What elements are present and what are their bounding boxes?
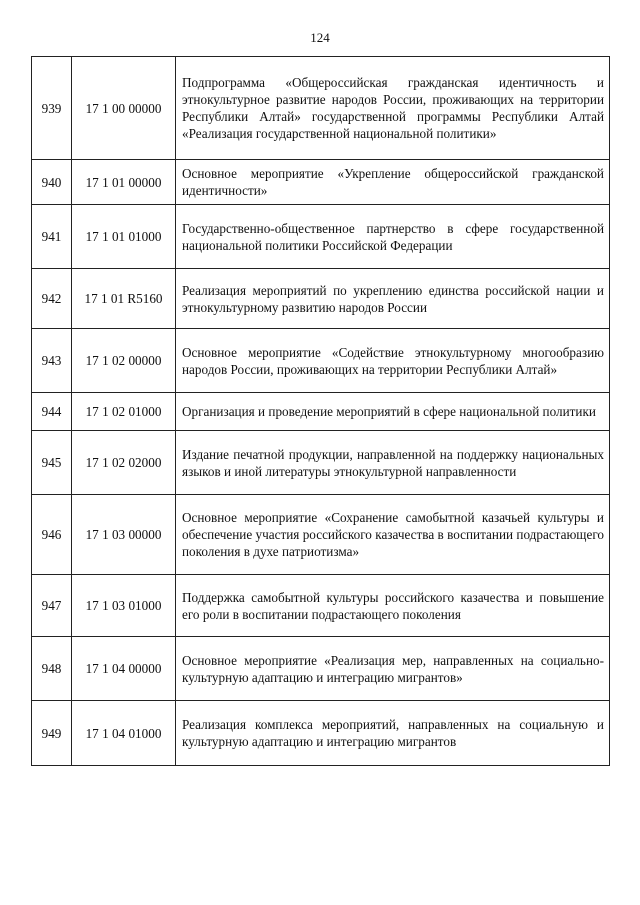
row-description: Основное мероприятие «Реализация мер, направленных на социально-культурную адаптацию и интеграцию мигрантов» <box>176 637 610 701</box>
page-number: 124 <box>310 30 330 45</box>
row-description: Основное мероприятие «Содействие этнокультурному многообразию народов России, проживающих на территории Республики Алтай» <box>176 329 610 393</box>
row-number: 941 <box>32 205 72 269</box>
budget-code: 17 1 04 00000 <box>72 637 176 701</box>
budget-code: 17 1 02 00000 <box>72 329 176 393</box>
row-number: 942 <box>32 269 72 329</box>
budget-code: 17 1 02 02000 <box>72 431 176 495</box>
table-row <box>32 160 610 205</box>
budget-code: 17 1 02 01000 <box>72 393 176 431</box>
row-description: Поддержка самобытной культуры российского казачества и повышение его роли в воспитании подрастающего поколения <box>176 575 610 637</box>
row-number: 948 <box>32 637 72 701</box>
row-number: 949 <box>32 701 72 766</box>
table-row <box>32 431 610 495</box>
table-row <box>32 495 610 575</box>
row-description: Основное мероприятие «Укрепление общероссийской гражданской идентичности» <box>176 160 610 205</box>
table-row <box>32 637 610 701</box>
row-number: 947 <box>32 575 72 637</box>
table-row <box>32 575 610 637</box>
table-row <box>32 701 610 766</box>
row-number: 940 <box>32 160 72 205</box>
row-number: 944 <box>32 393 72 431</box>
row-description: Издание печатной продукции, направленной на поддержку национальных языков и иной литературы этнокультурной направленности <box>176 431 610 495</box>
row-description: Реализация мероприятий по укреплению единства российской нации и этнокультурному развитию народов России <box>176 269 610 329</box>
budget-code: 17 1 01 R5160 <box>72 269 176 329</box>
table-row <box>32 329 610 393</box>
row-description: Организация и проведение мероприятий в сфере национальной политики <box>176 393 610 431</box>
table-row <box>32 57 610 160</box>
table-row <box>32 205 610 269</box>
budget-code: 17 1 01 00000 <box>72 160 176 205</box>
row-description: Государственно-общественное партнерство в сфере государственной национальной политики Российской Федерации <box>176 205 610 269</box>
row-description: Подпрограмма «Общероссийская гражданская идентичность и этнокультурное развитие народов России, проживающих на территории Республики Алтай» государственной программы Республики Алтай «Реализация государственной национальной политики» <box>176 57 610 160</box>
budget-code: 17 1 04 01000 <box>72 701 176 766</box>
row-number: 946 <box>32 495 72 575</box>
budget-code: 17 1 01 01000 <box>72 205 176 269</box>
row-number: 939 <box>32 57 72 160</box>
row-number: 945 <box>32 431 72 495</box>
row-description: Реализация комплекса мероприятий, направленных на социальную и культурную адаптацию и интеграцию мигрантов <box>176 701 610 766</box>
budget-code: 17 1 03 00000 <box>72 495 176 575</box>
budget-classification-table <box>31 56 610 766</box>
table-row <box>32 393 610 431</box>
row-description: Основное мероприятие «Сохранение самобытной казачьей культуры и обеспечение участия российского казачества в воспитании подрастающего поколения в духе патриотизма» <box>176 495 610 575</box>
row-number: 943 <box>32 329 72 393</box>
budget-code: 17 1 03 01000 <box>72 575 176 637</box>
table-row <box>32 269 610 329</box>
budget-code: 17 1 00 00000 <box>72 57 176 160</box>
